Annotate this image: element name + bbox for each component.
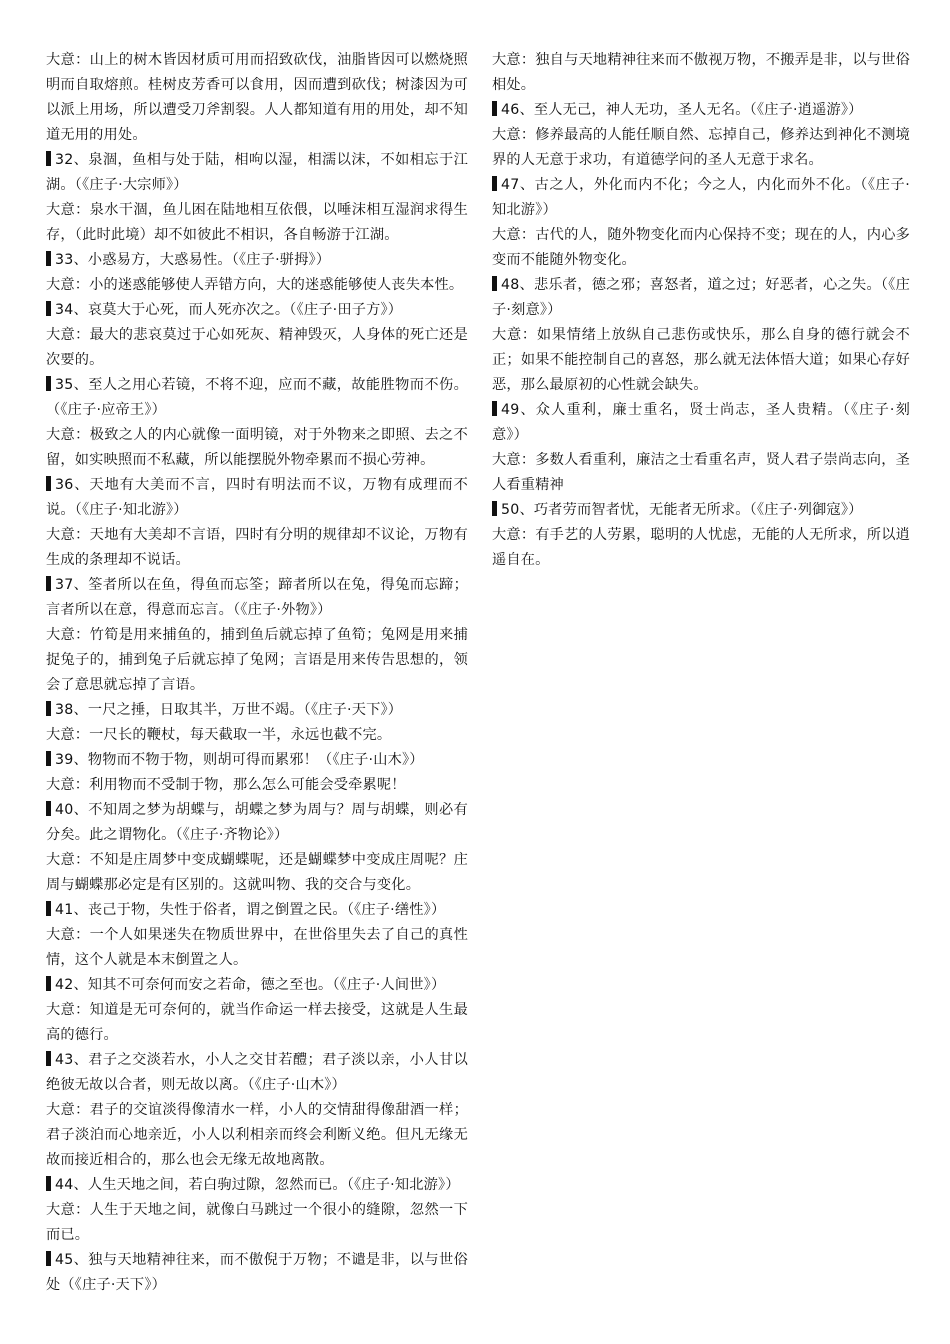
bullet-bar-icon [46, 251, 51, 266]
quote-entry [46, 573, 468, 698]
meaning-text: 大意：修养最高的人能任顺自然、忘掉自己，修养达到神化不测境界的人无意于求功，有道德学问的圣人无意于求名。 [492, 127, 910, 168]
quote-line [46, 473, 468, 523]
quote-entry [46, 473, 468, 573]
meaning-text: 大意：天地有大美却不言语，四时有分明的规律却不议论，万物有生成的条理却不说话。 [46, 527, 468, 568]
quote-entry [46, 1248, 468, 1298]
quote-text: 38、一尺之捶，日取其半，万世不竭。（《庄子·天下》） [55, 702, 403, 718]
quote-text: 36、天地有大美而不言，四时有明法而不议，万物有成理而不说。（《庄子·知北游》） [46, 477, 468, 518]
meaning-text: 大意：不知是庄周梦中变成蝴蝶呢，还是蝴蝶梦中变成庄周呢？庄周与蝴蝶那必定是有区别的。这就叫物、我的交合与变化。 [46, 852, 468, 893]
bullet-bar-icon [46, 801, 51, 816]
quote-text: 33、小惑易方，大惑易性。（《庄子·骈拇》） [55, 252, 331, 268]
meaning-text: 大意：独自与天地精神往来而不傲视万物，不搬弄是非，以与世俗相处。 [492, 52, 910, 93]
quote-entry [46, 298, 468, 373]
bullet-bar-icon [492, 401, 497, 416]
meaning-text: 大意：如果情绪上放纵自己悲伤或快乐，那么自身的德行就会不正；如果不能控制自己的喜怒，那么就无法体悟大道；如果心存好恶，那么最原初的心性就会缺失。 [492, 327, 910, 393]
quote-entry [46, 148, 468, 248]
quote-text: 34、哀莫大于心死，而人死亦次之。（《庄子·田子方》） [55, 302, 403, 318]
quote-line [46, 748, 468, 773]
quote-entry [46, 973, 468, 1048]
meaning-text: 大意：多数人看重利，廉洁之士看重名声，贤人君子崇尚志向，圣人看重精神 [492, 452, 910, 493]
bullet-bar-icon [46, 476, 51, 491]
bullet-bar-icon [46, 576, 51, 591]
quote-line [46, 298, 468, 323]
quote-text: 39、物物而不物于物，则胡可得而累邪！（《庄子·山木》） [55, 752, 424, 768]
quote-entry [492, 273, 910, 398]
meaning-text: 大意：古代的人，随外物变化而内心保持不变；现在的人，内心多变而不能随外物变化。 [492, 227, 910, 268]
quote-line [46, 698, 468, 723]
quote-entry [46, 898, 468, 973]
quote-line [46, 1048, 468, 1098]
quote-entry [46, 1173, 468, 1248]
quote-text: 44、人生天地之间，若白驹过隙，忽然而已。（《庄子·知北游》） [55, 1177, 460, 1193]
bullet-bar-icon [492, 101, 497, 116]
quote-line [46, 1173, 468, 1198]
meaning-text: 大意：一个人如果迷失在物质世界中，在世俗里失去了自己的真性情，这个人就是本末倒置之人。 [46, 927, 468, 968]
bullet-bar-icon [46, 901, 51, 916]
quote-text: 46、至人无己，神人无功，圣人无名。（《庄子·逍遥游》） [501, 102, 863, 118]
meaning-text: 大意：竹筍是用来捕鱼的，捕到鱼后就忘掉了鱼筍；兔网是用来捕捉兔子的，捕到兔子后就忘掉了兔网；言语是用来传告思想的，领会了意思就忘掉了言语。 [46, 627, 468, 693]
quote-text: 50、巧者劳而智者忧，无能者无所求。（《庄子·列御寇》） [501, 502, 863, 518]
quote-entry [492, 48, 910, 98]
meaning-text: 大意：最大的悲哀莫过于心如死灰、精神毁灭，人身体的死亡还是次要的。 [46, 327, 468, 368]
quote-entry [492, 98, 910, 173]
bullet-bar-icon [46, 151, 51, 166]
meaning-text: 大意：利用物而不受制于物，那么怎么可能会受牵累呢！ [46, 777, 406, 793]
meaning-text: 大意：知道是无可奈何的，就当作命运一样去接受，这就是人生最高的德行。 [46, 1002, 468, 1043]
quote-entry [46, 698, 468, 748]
quote-line [492, 398, 910, 448]
bullet-bar-icon [492, 276, 497, 291]
quote-text: 35、至人之用心若镜，不将不迎，应而不藏，故能胜物而不伤。（《庄子·应帝王》） [46, 377, 468, 418]
bullet-bar-icon [46, 376, 51, 391]
meaning-text: 大意：君子的交谊淡得像清水一样，小人的交情甜得像甜酒一样；君子淡泊而心地亲近，小人以利相亲而终会利断义绝。但凡无缘无故而接近相合的，那么也会无缘无故地离散。 [46, 1102, 468, 1168]
quote-text: 32、泉涸，鱼相与处于陆，相呴以湿，相濡以沫，不如相忘于江湖。（《庄子·大宗师》） [46, 152, 468, 193]
left-column [46, 48, 468, 1298]
meaning-text: 大意：一尺长的鞭杖，每天截取一半，永远也截不完。 [46, 727, 392, 743]
quote-line [492, 98, 910, 123]
quote-line [46, 798, 468, 848]
quote-entry [492, 398, 910, 498]
quote-line [492, 273, 910, 323]
quote-entry [492, 173, 910, 273]
quote-entry [492, 498, 910, 573]
quote-line [46, 898, 468, 923]
meaning-text: 大意：极致之人的内心就像一面明镜，对于外物来之即照、去之不留，如实映照而不私藏，所以能摆脱外物牵累而不损心劳神。 [46, 427, 468, 468]
meaning-text: 大意：有手艺的人劳累，聪明的人忧虑，无能的人无所求，所以逍遥自在。 [492, 527, 910, 568]
meaning-text: 大意：人生于天地之间，就像白马跳过一个很小的缝隙，忽然一下而已。 [46, 1202, 468, 1243]
bullet-bar-icon [492, 501, 497, 516]
quote-text: 48、悲乐者，德之邪；喜怒者，道之过；好恶者，心之失。（《庄子·刻意》） [492, 277, 910, 318]
bullet-bar-icon [46, 701, 51, 716]
quote-entry [46, 248, 468, 298]
quote-line [492, 498, 910, 523]
quote-line [46, 373, 468, 423]
meaning-text: 大意：山上的树木皆因材质可用而招致砍伐，油脂皆因可以燃烧照明而自取熔煎。桂树皮芳香可以食用，因而遭到砍伐；树漆因为可以派上用场，所以遭受刀斧割裂。人人都知道有用的用处，却不知道无用的用处。 [46, 52, 468, 143]
bullet-bar-icon [46, 1051, 51, 1066]
quote-line [46, 1248, 468, 1298]
quote-line [46, 973, 468, 998]
quote-text: 49、众人重利，廉士重名，贤士尚志，圣人贵精。（《庄子·刻意》） [492, 402, 910, 443]
bullet-bar-icon [46, 751, 51, 766]
bullet-bar-icon [46, 301, 51, 316]
quote-entry [46, 1048, 468, 1173]
quote-line [46, 148, 468, 198]
quote-line [46, 248, 468, 273]
quote-text: 42、知其不可奈何而安之若命，德之至也。（《庄子·人间世》） [55, 977, 446, 993]
quote-text: 41、丧己于物，失性于俗者，谓之倒置之民。（《庄子·缮性》） [55, 902, 446, 918]
quote-text: 45、独与天地精神往来，而不傲倪于万物；不谴是非，以与世俗处（《庄子·天下》） [46, 1252, 468, 1293]
quote-text: 40、不知周之梦为胡蝶与，胡蝶之梦为周与？周与胡蝶，则必有分矣。此之谓物化。（《庄子·齐物论》） [46, 802, 468, 843]
quote-text: 47、古之人，外化而内不化；今之人，内化而外不化。（《庄子·知北游》） [492, 177, 910, 218]
quote-text: 37、筌者所以在鱼，得鱼而忘筌；蹄者所以在兔，得兔而忘蹄；言者所以在意，得意而忘言。（《庄子·外物》） [46, 577, 468, 618]
right-column [492, 48, 910, 573]
quote-entry [46, 373, 468, 473]
meaning-text: 大意：小的迷惑能够使人弄错方向，大的迷惑能够使人丧失本性。 [46, 277, 464, 293]
bullet-bar-icon [46, 1176, 51, 1191]
bullet-bar-icon [46, 1251, 51, 1266]
quote-line [46, 573, 468, 623]
meaning-text: 大意：泉水干涸，鱼儿困在陆地相互依偎，以唾沫相互湿润求得生存，（此时此境）却不如彼此不相识，各自畅游于江湖。 [46, 202, 468, 243]
bullet-bar-icon [492, 176, 497, 191]
quote-text: 43、君子之交淡若水，小人之交甘若醴；君子淡以亲，小人甘以绝彼无故以合者，则无故以离。（《庄子·山木》） [46, 1052, 468, 1093]
bullet-bar-icon [46, 976, 51, 991]
quote-entry [46, 48, 468, 148]
quote-entry [46, 798, 468, 898]
quote-line [492, 173, 910, 223]
quote-entry [46, 748, 468, 798]
